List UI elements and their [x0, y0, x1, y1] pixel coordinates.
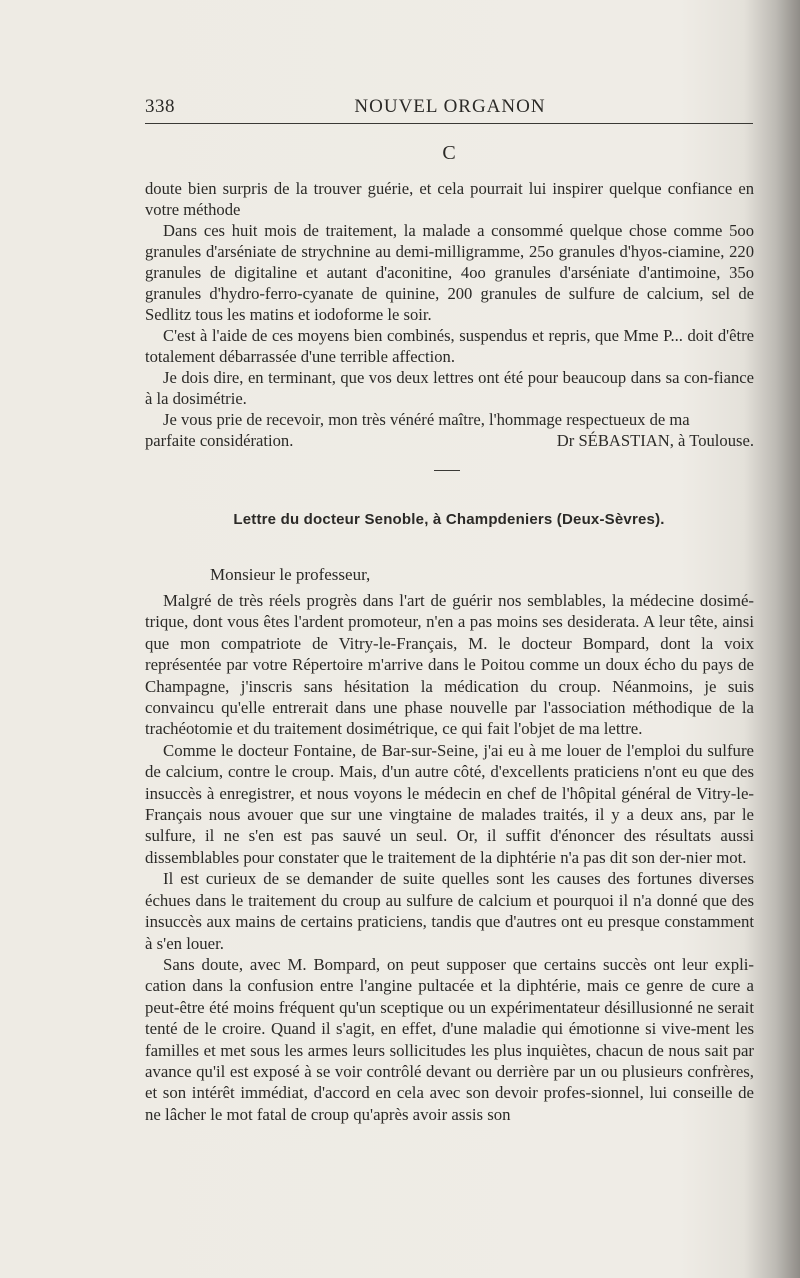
second-letter-body	[145, 590, 754, 1125]
header-rule	[145, 123, 753, 124]
paragraph: Dans ces huit mois de traitement, la malade a consommé quelque chose comme 5oo granules d'arséniate de strychnine au demi-milligramme, 25o granules d'hyos-ciamine, 220 granules de digitaline et autant d'aconitine, 4oo granules d'arséniate d'antimoine, 35o granules d'hydro-ferro-cyanate de quinine, 200 granules de sulfure de calcium, sel de Sedlitz tous les matins et iodoforme le soir.	[145, 221, 754, 324]
page-number: 338	[145, 96, 175, 117]
paragraph: Comme le docteur Fontaine, de Bar-sur-Seine, j'ai eu à me louer de l'emploi du sulfure de calcium, contre le croup. Mais, d'un autre côté, d'excellents praticiens n'ont eu que des insuccès à enregistrer, et nous voyons le médecin en chef de l'hôpital général de Vitry-le-Français nous avouer que sur une vingtaine de malades traités, il y a deux ans, par le sulfure, il ne s'en est pas sauvé un seul. Or, il suffit d'énoncer des résultats aussi dissemblables pour constater que le traitement de la diphtérie n'a pas dit son der-nier mot.	[145, 740, 754, 867]
letter-heading: Lettre du docteur Senoble, à Champdeniers (Deux-Sèvres).	[233, 511, 665, 528]
paragraph: Malgré de très réels progrès dans l'art de guérir nos semblables, la médecine dosimé-trique, dont vous êtes l'ardent promoteur, n'en a pas moins ses desiderata. A leur tête, ainsi que mon compatriote de Vitry-le-Français, M. le docteur Bompard, dont la voix représentée par votre Répertoire m'arrive dans le Poitou comme un doux écho du pays de Champagne, j'inscris sans hésitation la médication du croup. Néanmoins, je suis convaincu qu'elle entrerait dans une phase nouvelle par l'association méthodique de la trachéotomie et du traitement dosimétrique, ce qui fait l'objet de ma lettre.	[145, 591, 754, 739]
closing-formula: parfaite considération.	[145, 431, 294, 450]
paragraph: Je vous prie de recevoir, mon très vénéré maître, l'hommage respectueux de ma	[163, 410, 690, 429]
paragraph: Sans doute, avec M. Bompard, on peut supposer que certains succès ont leur expli-cation dans la confusion entre l'angine pultacée et la diphtérie, mais ce genre de cure a peut-être été moins fréquent qu'un sceptique ou un expérimentateur désillusionné ne serait tenté de le croire. Quand il s'agit, en effet, d'une maladie qui émotionne si vive-ment les familles et met sous les armes leurs sollicitudes les plus inquiètes, chacun de nous sait par avance qu'il est exposé à se voir contrôlé devant ou derrière par un ou plusieurs confrères, et son intérêt immédiat, d'accord en cela avec son devoir profes-sionnel, lui conseille de ne lâcher le mot fatal de croup qu'après avoir assis son	[145, 954, 754, 1124]
paragraph: Je dois dire, en terminant, que vos deux lettres ont été pour beaucoup dans sa con-fiance à la dosimétrie.	[145, 368, 754, 408]
section-separator	[434, 470, 460, 471]
paragraph: C'est à l'aide de ces moyens bien combinés, suspendus et repris, que Mme P... doit d'être totalement débarrassée d'une terrible affection.	[145, 326, 754, 366]
first-letter-body	[145, 178, 754, 451]
running-title: NOUVEL ORGANON	[354, 96, 546, 117]
paragraph: Il est curieux de se demander de suite quelles sont les causes des fortunes diverses échues dans le traitement du croup au sulfure de calcium et pourquoi il n'a donné que des insuccès aux mains de certains praticiens, tandis que d'autres ont eu presque constamment à s'en louer.	[145, 869, 754, 953]
page-header	[145, 96, 755, 120]
paragraph: doute bien surpris de la trouver guérie, et cela pourrait lui inspirer quelque confiance en votre méthode	[145, 179, 754, 219]
closing-line	[145, 430, 754, 451]
letter-signature: Dr SÉBASTIAN, à Toulouse.	[556, 431, 754, 450]
salutation: Monsieur le professeur,	[210, 565, 371, 584]
signature-mark: C	[442, 142, 456, 164]
